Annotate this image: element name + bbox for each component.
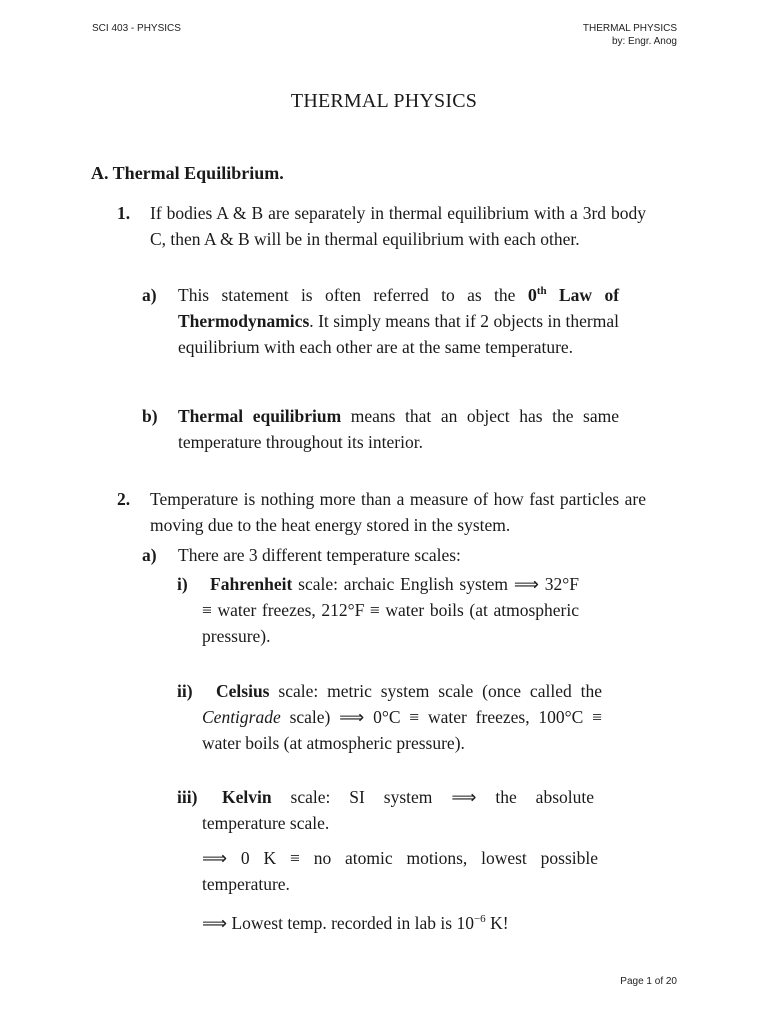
item-1a-text: This statement is often referred to as the 0th Law of Thermodynamics. It simply means that if 2 objects in thermal equilibrium with each other are at the same temperature. bbox=[178, 285, 620, 357]
fahrenheit-text: Fahrenheit scale: archaic English system ⟹ 32°F ≡ water freezes, 212°F ≡ water boils (at atmospheric pressure). bbox=[202, 574, 579, 646]
header-subject: THERMAL PHYSICS bbox=[582, 23, 677, 34]
celsius-text: Celsius scale: metric system scale (once called the Centigrade scale) ⟹ 0°C ≡ water freezes, 100°C ≡ water boils (at atmospheric pressure). bbox=[202, 681, 602, 753]
page-title: THERMAL PHYSICS bbox=[290, 90, 478, 112]
item-2-text: Temperature is nothing more than a measure of how fast particles are moving due to the heat energy stored in the system. bbox=[150, 489, 646, 535]
header-author: by: Engr. Anog bbox=[611, 36, 677, 47]
scale-ii-label: ii) bbox=[177, 681, 193, 701]
item-1-text: If bodies A & B are separately in thermal equilibrium with a 3rd body C, then A & B will be in thermal equilibrium with each other. bbox=[150, 203, 646, 249]
page-number: Page 1 of 20 bbox=[620, 976, 677, 987]
header-right bbox=[583, 22, 677, 48]
item-2-label: 2. bbox=[117, 489, 131, 509]
item-2a-label: a) bbox=[142, 545, 157, 565]
kelvin-zero-text: ⟹ 0 K ≡ no atomic motions, lowest possible temperature. bbox=[202, 848, 598, 894]
item-1b-label: b) bbox=[142, 406, 158, 426]
header-course: SCI 403 - PHYSICS bbox=[92, 23, 181, 34]
item-1b-text: Thermal equilibrium means that an object has the same temperature throughout its interior. bbox=[178, 406, 619, 452]
kelvin-lowest-text: ⟹ Lowest temp. recorded in lab is $10^{-6}$ K! bbox=[202, 913, 509, 933]
scale-iii-label: iii) bbox=[177, 787, 198, 807]
zeroth-law-number: 0th bbox=[527, 285, 547, 305]
section-heading: A. Thermal Equilibrium. bbox=[91, 163, 284, 183]
item-1-label: 1. bbox=[117, 203, 131, 223]
kelvin-text: Kelvin scale: SI system ⟹ the absolute temperature scale. bbox=[202, 787, 594, 833]
item-1a-label: a) bbox=[142, 285, 157, 305]
scale-i-label: i) bbox=[177, 574, 188, 594]
item-2a-text: There are 3 different temperature scales: bbox=[178, 545, 461, 565]
